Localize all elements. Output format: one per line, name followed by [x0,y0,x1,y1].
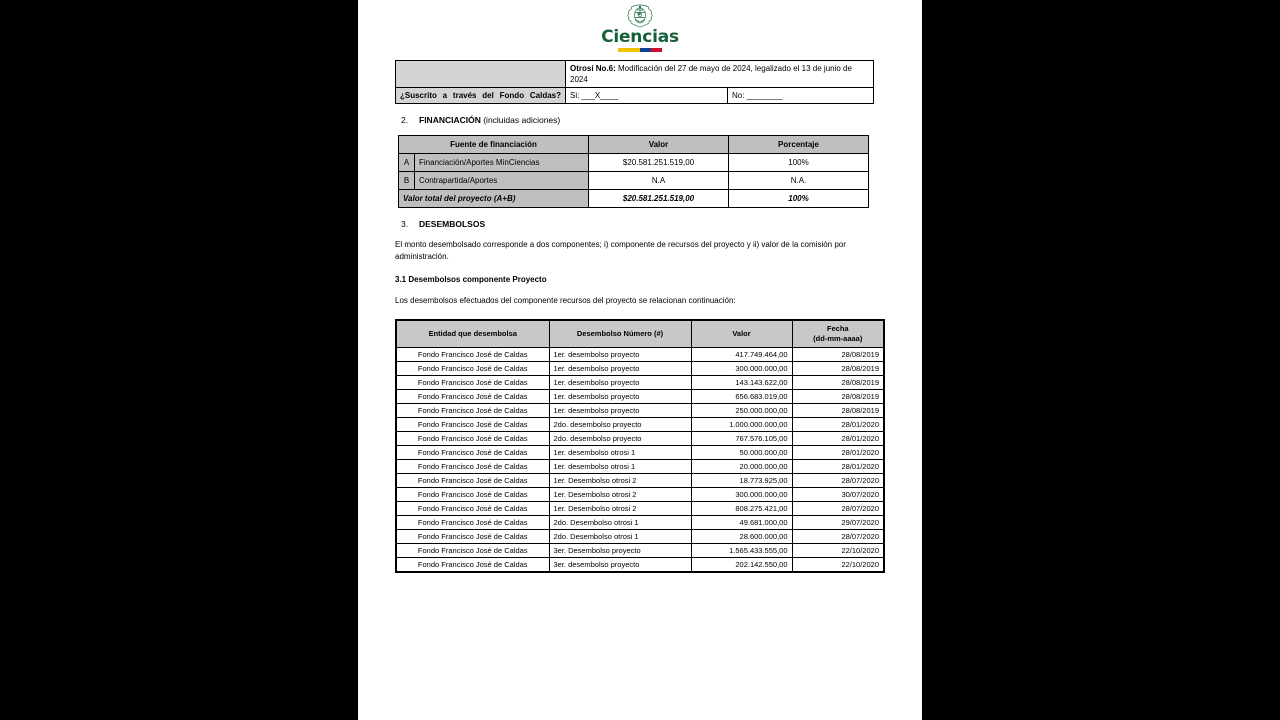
financing-row-value: $20.581.251.519,00 [589,154,729,172]
disbursement-date: 28/01/2020 [792,446,884,460]
disbursement-entity: Fondo Francisco José de Caldas [396,474,549,488]
financing-row-source: Financiación/Aportes MinCiencias [415,154,589,172]
disbursement-value: 143.143.622,00 [691,376,792,390]
otrosi-question-cell: ¿Suscrito a través del Fondo Caldas? [396,88,566,104]
disbursement-value: 20.000.000,00 [691,460,792,474]
disbursement-value: 1.000.000.000,00 [691,418,792,432]
disbursement-number: 1er. Desembolso otrosi 2 [549,474,691,488]
disbursement-number: 2do. Desembolso otrosi 1 [549,516,691,530]
disbursement-value: 49.681.000,00 [691,516,792,530]
financing-row-value: N.A [589,172,729,190]
table-row [396,432,884,446]
colombia-flag-bar-icon [618,48,662,52]
disbursement-entity: Fondo Francisco José de Caldas [396,362,549,376]
financing-header-percent: Porcentaje [729,136,869,154]
disbursement-date: 28/08/2019 [792,376,884,390]
table-row [396,404,884,418]
disbursement-number: 2do. desembolso proyecto [549,432,691,446]
table-row [396,502,884,516]
disbursement-date: 28/01/2020 [792,460,884,474]
otrosi-no-label: No: [732,91,745,100]
disbursement-value: 808.275.421,00 [691,502,792,516]
disbursement-date: 28/07/2020 [792,530,884,544]
table-row [396,418,884,432]
disbursements-table [395,319,885,573]
otrosi-title-cell [566,61,874,88]
disbursement-number: 1er. desembolso otrosi 1 [549,460,691,474]
financing-row-percent: N.A. [729,172,869,190]
disbursements-header-number: Desembolso Número (#) [549,320,691,348]
table-row [396,88,874,104]
disbursement-entity: Fondo Francisco José de Caldas [396,376,549,390]
disbursement-entity: Fondo Francisco José de Caldas [396,404,549,418]
disbursement-date: 28/01/2020 [792,432,884,446]
otrosi-no-value[interactable]: ________ [746,91,783,100]
disbursement-number: 3er. Desembolso proyecto [549,544,691,558]
disbursement-number: 1er. desembolso otrosi 1 [549,446,691,460]
financing-total-value: $20.581.251.519,00 [589,190,729,208]
disbursement-number: 1er. Desembolso otrosi 2 [549,502,691,516]
otrosi-yes-label: Si: [570,91,580,100]
brand-wordmark: Ciencias [601,27,679,47]
disbursement-number: 1er. desembolso proyecto [549,362,691,376]
disbursement-number: 1er. desembolso proyecto [549,404,691,418]
disbursements-table-body [396,348,884,573]
disbursement-value: 300.000.000,00 [691,362,792,376]
section-3-1-heading: 3.1 Desembolsos componente Proyecto [395,275,547,284]
financing-total-label: Valor total del proyecto (A+B) [399,190,589,208]
table-header-row [396,320,884,348]
disbursement-entity: Fondo Francisco José de Caldas [396,488,549,502]
otrosi-table [395,60,874,104]
financing-header-source: Fuente de financiación [399,136,589,154]
table-row [399,172,869,190]
disbursement-date: 28/08/2019 [792,362,884,376]
disbursement-date: 30/07/2020 [792,488,884,502]
otrosi-empty-cell [396,61,566,88]
disbursement-date: 28/07/2020 [792,502,884,516]
disbursements-header-value: Valor [691,320,792,348]
financing-row-letter: A [399,154,415,172]
disbursement-entity: Fondo Francisco José de Caldas [396,558,549,573]
table-row [396,488,884,502]
disbursements-header-entity: Entidad que desembolsa [396,320,549,348]
disbursements-header-date-format: (dd-mm-aaaa) [813,334,863,343]
table-row [396,61,874,88]
disbursement-entity: Fondo Francisco José de Caldas [396,516,549,530]
financing-row-percent: 100% [729,154,869,172]
disbursement-date: 22/10/2020 [792,558,884,573]
disbursement-value: 656.683.019,00 [691,390,792,404]
table-row [399,154,869,172]
disbursement-entity: Fondo Francisco José de Caldas [396,348,549,362]
disbursements-header-date [792,320,884,348]
section-2-number: 2. [401,115,409,125]
table-row [396,474,884,488]
disbursement-entity: Fondo Francisco José de Caldas [396,502,549,516]
section-2-heading [395,114,882,126]
disbursement-entity: Fondo Francisco José de Caldas [396,390,549,404]
disbursement-value: 18.773.925,00 [691,474,792,488]
disbursement-number: 2do. desembolso proyecto [549,418,691,432]
table-row [396,348,884,362]
disbursement-number: 1er. Desembolso otrosi 2 [549,488,691,502]
table-row [396,390,884,404]
disbursement-entity: Fondo Francisco José de Caldas [396,530,549,544]
table-row [396,362,884,376]
table-total-row [399,190,869,208]
disbursement-value: 28.600.000,00 [691,530,792,544]
disbursement-value: 417.749.464,00 [691,348,792,362]
table-header-row [399,136,869,154]
table-row [396,376,884,390]
section-2-title: FINANCIACIÓN [419,115,481,125]
table-row [396,446,884,460]
table-row [396,544,884,558]
disbursement-entity: Fondo Francisco José de Caldas [396,460,549,474]
financing-total-percent: 100% [729,190,869,208]
disbursement-entity: Fondo Francisco José de Caldas [396,418,549,432]
disbursement-date: 28/08/2019 [792,390,884,404]
disbursement-value: 250.000.000,00 [691,404,792,418]
disbursement-date: 28/01/2020 [792,418,884,432]
disbursement-value: 50.000.000,00 [691,446,792,460]
disbursement-date: 28/08/2019 [792,404,884,418]
disbursement-date: 22/10/2020 [792,544,884,558]
disbursement-number: 3er. desembolso proyecto [549,558,691,573]
financing-row-letter: B [399,172,415,190]
financing-row-source: Contrapartida/Aportes [415,172,589,190]
disbursement-number: 2do. Desembolso otrosi 1 [549,530,691,544]
otrosi-yes-value[interactable]: ___X____ [581,91,619,100]
disbursement-date: 28/08/2019 [792,348,884,362]
section-3-heading [395,218,882,230]
disbursement-date: 28/07/2020 [792,474,884,488]
section-3-number: 3. [401,219,409,229]
disbursement-number: 1er. desembolso proyecto [549,390,691,404]
table-row [396,558,884,573]
otrosi-title-text: Modificación del 27 de mayo de 2024, legalizado el 13 de junio de 2024 [570,64,852,84]
table-row [396,530,884,544]
disbursement-number: 1er. desembolso proyecto [549,376,691,390]
disbursement-number: 1er. desembolso proyecto [549,348,691,362]
disbursement-date: 29/07/2020 [792,516,884,530]
section-3-title: DESEMBOLSOS [419,219,486,229]
document-body [358,60,922,573]
disbursement-value: 1.565.433.555,00 [691,544,792,558]
disbursement-value: 300.000.000,00 [691,488,792,502]
disbursement-value: 767.576.105,00 [691,432,792,446]
otrosi-yes-cell [566,88,728,104]
disbursement-entity: Fondo Francisco José de Caldas [396,544,549,558]
section-2-subtitle: (incluidas adiciones) [480,115,561,125]
table-row [396,516,884,530]
disbursements-header-date-label: Fecha [826,324,849,333]
otrosi-title-label: Otrosí No.6: [570,64,616,73]
disbursement-entity: Fondo Francisco José de Caldas [396,446,549,460]
disbursement-value: 202.142.550,00 [691,558,792,573]
table-row [396,460,884,474]
letterhead [358,0,922,52]
section-3-paragraph: El monto desembolsado corresponde a dos componentes; i) componente de recursos del proyecto y ii) valor de la comisión por administración. [395,240,846,261]
section-3-1-paragraph: Los desembolsos efectuados del componente recursos del proyecto se relacionan continuación: [395,296,736,305]
financing-header-value: Valor [589,136,729,154]
financing-table [398,135,869,208]
disbursement-entity: Fondo Francisco José de Caldas [396,432,549,446]
document-page [358,0,922,720]
otrosi-no-cell [728,88,874,104]
colombia-coat-of-arms-icon [625,3,655,29]
